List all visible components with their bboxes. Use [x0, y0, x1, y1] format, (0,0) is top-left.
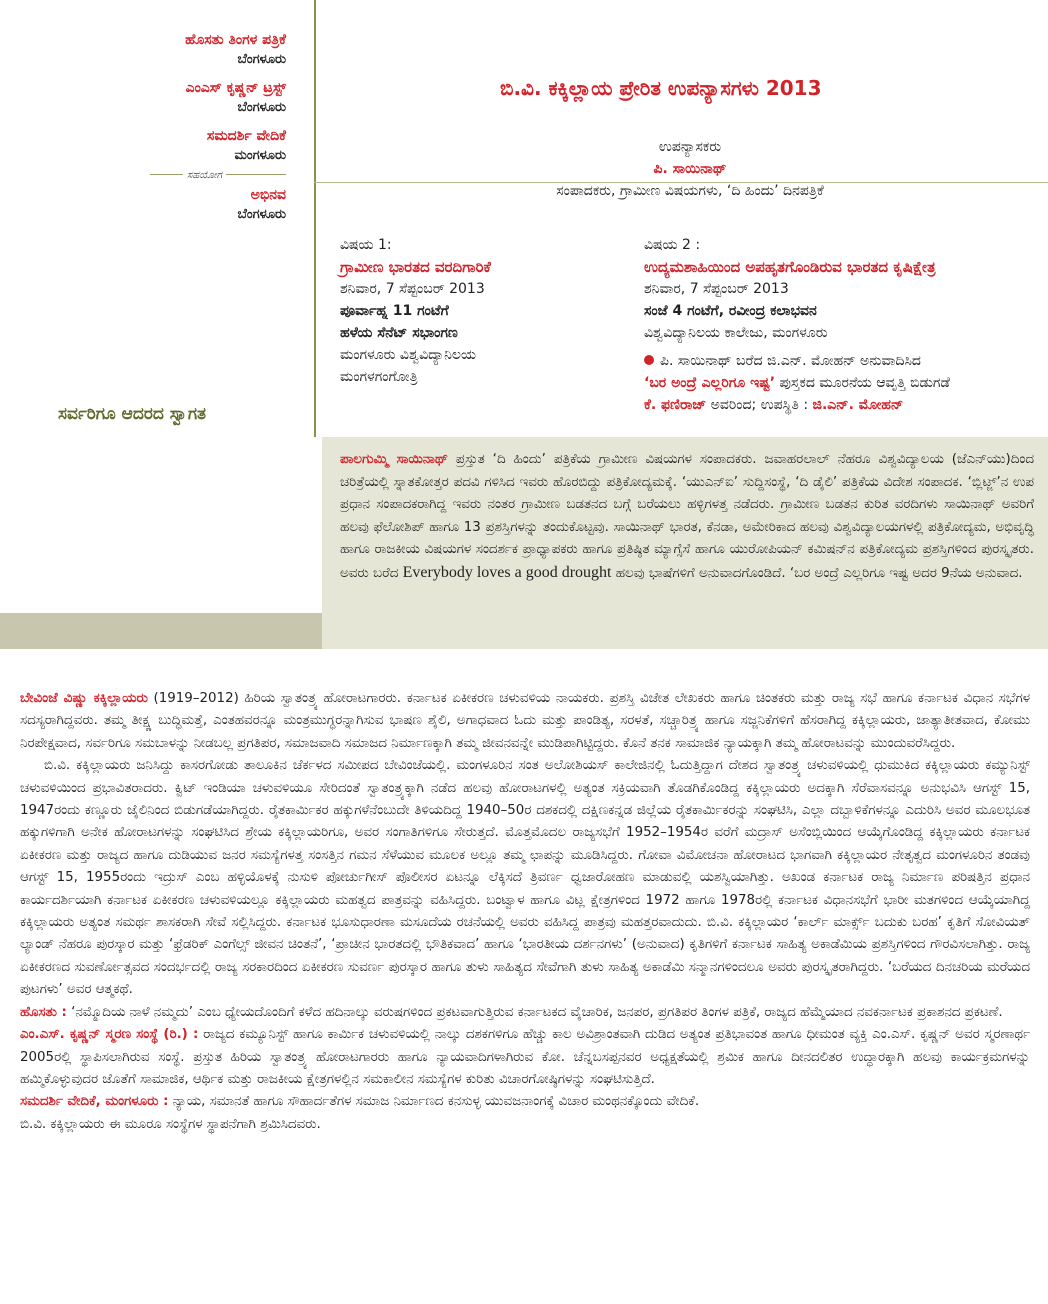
book-release-line [644, 350, 1044, 372]
organizer-samadarshi-vedike [0, 126, 286, 166]
organizer-name: ಹೊಸತು ತಿಂಗಳ ಪತ್ರಿಕೆ [185, 32, 286, 48]
paragraph-text: ರಾಜ್ಯದ ಕಮ್ಯೂನಿಸ್ಟ್ ಹಾಗೂ ಕಾರ್ಮಿಕ ಚಳುವಳಿಯಲ್ಲಿ ನಾಲ್ಕು ದಶಕಗಳಿಗೂ ಹೆಚ್ಚು ಕಾಲ ಅವಿಶ್ರಾಂತವಾಗಿ ದುಡಿದ ಅತ್ಯಂತ ಪ್ರತಿಭಾವಂತ ಹಾಗೂ ಧೀಮಂತ ವ್ಯಕ್ತಿ ಎಂ.ಎಸ್. ಕೃಷ್ಣನ್ ಅವರ ಸ್ಮರಣಾರ್ಥ 2005ರಲ್ಲಿ ಸ್ಥಾಪಿಸಲಾಗಿರುವ ಸಂಸ್ಥೆ. ಪ್ರಸ್ತುತ ಹಿರಿಯ ಸ್ವಾತಂತ್ರ್ಯ ಹೋರಾಟಗಾರರು ಹಾಗೂ ನ್ಯಾಯವಾದಿಗಳಾಗಿರುವ ಕೋ. ಚೆನ್ನಬಸಪ್ಪನವರ ಅಧ್ಯಕ್ಷತೆಯಲ್ಲಿ ಶ್ರಮಿಕ ಹಾಗೂ ದೀನದಲಿತರ ಉದ್ಧಾರಕ್ಕಾಗಿ ಹಲವು ಕಾರ್ಯಕ್ರಮಗಳನ್ನು ಹಮ್ಮಿಕೊಳ್ಳುವುದರ ಜೊತೆಗೆ ಸಾಮಾಜಿಕ, ಆರ್ಥಿಕ ಮತ್ತು ರಾಜಕೀಯ ಕ್ಷೇತ್ರಗಳಲ್ಲಿನ ಸಮಕಾಲೀನ ಸಮಸ್ಯೆಗಳ ಕುರಿತು ವಿಚಾರಗೋಷ್ಠಿಗಳನ್ನು ಸಂಘಟಿಸುತ್ತಿದೆ. [20, 1027, 1031, 1087]
speaker-bio [340, 449, 1034, 585]
paragraph-lead: ಸಮದರ್ಶಿ ವೇದಿಕೆ, ಮಂಗಳೂರು : [20, 1094, 169, 1110]
topic-place: ಮಂಗಳಗಂಗೋತ್ರಿ [340, 369, 418, 385]
paragraph-biography: ಬಿ.ವಿ. ಕಕ್ಕಿಲ್ಲಾಯರು ಜನಿಸಿದ್ದು ಕಾಸರಗೋಡು ತಾಲೂಕಿನ ಚೆರ್ಕಳದ ಸಮೀಪದ ಬೇವಿಂಜೆಯಲ್ಲಿ. ಮಂಗಳೂರಿನ ಸಂತ ಅಲೋಶಿಯಸ್ ಕಾಲೇಜಿನಲ್ಲಿ ಓದುತ್ತಿದ್ದಾಗ ದೇಶದ ಸ್ವಾತಂತ್ರ್ಯ ಚಳುವಳಿಯಲ್ಲಿ ಧುಮುಕಿದ ಕಕ್ಕಿಲ್ಲಾಯರು ಕಮ್ಯುನಿಸ್ಟ್ ಚಳುವಳಿಯಿಂದ ಪ್ರಭಾವಿತರಾದರು. ಕ್ವಿಟ್ ಇಂಡಿಯಾ ಚಳುವಳಿಯೂ ಸೇರಿದಂತೆ ಸ್ವಾತಂತ್ರ್ಯಕ್ಕಾಗಿ ನಡೆದ ಹಲವು ಹೋರಾಟಗಳಲ್ಲಿ ಅತ್ಯಂತ ಸಕ್ರಿಯವಾಗಿ ತೊಡಗಿಕೊಂಡಿದ್ದ ಕಕ್ಕಿಲ್ಲಾಯರು ಅದಕ್ಕಾಗಿ ಸೆರೆವಾಸವನ್ನೂ ಅನುಭವಿಸಿ ಆಗಸ್ಟ್ 15, 1947ರಂದು ಕಣ್ಣೂರು ಜೈಲಿನಿಂದ ಬಿಡುಗಡೆಯಾಗಿದ್ದರು. ರೈತಕಾರ್ಮಿಕರ ಹಕ್ಕುಗಳೆನೆಂಬುದೇ ತಿಳಿಯದಿದ್ದ 1940–50ರ ದಶಕದಲ್ಲಿ ದಕ್ಷಿಣಕನ್ನಡ ಜಿಲ್ಲೆಯ ರೈತಕಾರ್ಮಿಕರನ್ನು ಸಂಘಟಿಸಿ, ಎಲ್ಲಾ ದಬ್ಬಾಳಿಕೆಗಳನ್ನೂ ಎದುರಿಸಿ ಅವರ ಮೂಲಭೂತ ಹಕ್ಕುಗಳಿಗಾಗಿ ಅನೇಕ ಹೋರಾಟಗಳನ್ನು ಸಂಘಟಿಸಿದ ಶ್ರೇಯ ಕಕ್ಕಿಲ್ಲಾಯರಿಗೂ, ಅವರ ಸಂಗಾತಿಗಳಿಗೂ ಸೇರುತ್ತದೆ. ಮೊತ್ತಮೊದಲ ರಾಜ್ಯಸಭೆಗೆ 1952–1954ರ ವರೆಗೆ ಮದ್ರಾಸ್ ಅಸೆಂಬ್ಲಿಯಿಂದ ಆಯ್ಕೆಗೊಂಡಿದ್ದ ಕಕ್ಕಿಲ್ಲಾಯರು ಕರ್ನಾಟಕ ಏಕೀಕರಣ ಮತ್ತು ರಾಜ್ಯದ ಹಾಗೂ ದುಡಿಯುವ ಜನರ ಸಮಸ್ಯೆಗಳತ್ತ ಸಂಸತ್ತಿನ ಗಮನ ಸೆಳೆಯುವ ಮೂಲಕ ಅಲ್ಲೂ ತಮ್ಮ ಛಾಪನ್ನು ಮೂಡಿಸಿದ್ದರು. ಗೋವಾ ವಿಮೋಚನಾ ಹೋರಾಟದ ಭಾಗವಾಗಿ ಕಕ್ಕಿಲ್ಲಾಯರ ನೇತೃತ್ವದ ಮಂಗಳೂರಿನ ತಂಡವು ಆಗಸ್ಟ್ 15, 1955ರಂದು ಇದ್ರುಸ್ ಎಂಬ ಹಳ್ಳಿಯೊಳಕ್ಕೆ ನುಸುಳಿ ಪೋರ್ಚುಗೀಸ್ ಪೊಲೀಸರ ಏಟನ್ನೂ ಲೆಕ್ಕಿಸದೆ ತ್ರಿವರ್ಣ ಧ್ವಜಾರೋಹಣ ಮಾಡುವಲ್ಲಿ ಯಶಸ್ವಿಯಾಗಿತ್ತು. ಅಖಂಡ ಕರ್ನಾಟಕ ರಾಜ್ಯ ನಿರ್ಮಾಣ ಪರಿಷತ್ತಿನ ಪ್ರಧಾನ ಕಾರ್ಯದರ್ಶಿಯಾಗಿ ಕರ್ನಾಟಕ ಏಕೀಕರಣ ಚಳುವಳಿಯಲ್ಲೂ ಕಕ್ಕಿಲ್ಲಾಯರು ಮಹತ್ವದ ಪಾತ್ರವನ್ನು ವಹಿಸಿದ್ದರು. ಬಂಟ್ವಾಳ ಹಾಗೂ ವಿಟ್ಲ ಕ್ಷೇತ್ರಗಳಿಂದ 1972 ಹಾಗೂ 1978ರಲ್ಲಿ ಕರ್ನಾಟಕ ವಿಧಾನಸಭೆಗೆ ಭಾರೀ ಮತಗಳಿಂದ ಆಯ್ಕೆಯಾಗಿದ್ದ ಕಕ್ಕಿಲ್ಲಾಯರು ಅತ್ಯಂತ ಸಮರ್ಥ ಶಾಸಕರಾಗಿ ಸೇವೆ ಸಲ್ಲಿಸಿದ್ದರು. ಕರ್ನಾಟಕ ಭೂಸುಧಾರಣಾ ಮಸೂದೆಯ ರಚನೆಯಲ್ಲಿ ಅವರು ವಹಿಸಿದ್ದ ಪಾತ್ರವು ಮಹತ್ತರವಾದುದು. ಬಿ.ವಿ. ಕಕ್ಕಿಲ್ಲಾಯರ ‘ಕಾರ್ಲ್ ಮಾರ್ಕ್ಸ್ ಬದುಕು ಬರಹ’ ಕೃತಿಗೆ ಸೋವಿಯತ್ ಲ್ಯಾಂಡ್ ನೆಹರೂ ಪುರಸ್ಕಾರ ಮತ್ತು ‘ಫ್ರೆಡರಿಕ್ ಎಂಗೆಲ್ಸ್ ಜೀವನ ಚಿಂತನೆ’, ‘ಪ್ರಾಚೀನ ಭಾರತದಲ್ಲಿ ಭೌತಿಕವಾದ’ ಹಾಗೂ ‘ಭಾರತೀಯ ದರ್ಶನಗಳು’ (ಅನುವಾದ) ಕೃತಿಗಳಿಗೆ ಕರ್ನಾಟಕ ಸಾಹಿತ್ಯ ಅಕಾಡೆಮಿಯ ಪ್ರಶಸ್ತಿಗಳಿಂದ ಗೌರವಿಸಲಾಗಿತ್ತು. ರಾಜ್ಯ ಏಕೀಕರಣದ ಸುವರ್ಣೋತ್ಸವದ ಸಂದರ್ಭದಲ್ಲಿ ರಾಜ್ಯ ಸರಕಾರದಿಂದ ಏಕೀಕರಣ ಸುವರ್ಣ ಪುರಸ್ಕಾರ ಹಾಗೂ ತುಳು ಸಾಹಿತ್ಯದ ಸೇವೆಗಾಗಿ ತುಳು ಸಾಹಿತ್ಯ ಅಕಾಡೆಮಿ ಸನ್ಮಾನಗಳಿಂದಲೂ ಅವರು ಪುರಸ್ಕೃತರಾಗಿದ್ದರು. ‘ಬರೆಯದ ದಿನಚರಿಯ ಮರೆಯದ ಪುಟಗಳು’ ಅವರ ಆತ್ಮಕಥೆ. [20, 758, 1030, 998]
organizer-ms-krishnan-trust [0, 78, 286, 118]
paragraph-text: ನ್ಯಾಯ, ಸಮಾನತೆ ಹಾಗೂ ಸೌಹಾರ್ದತೆಗಳ ಸಮಾಜ ನಿರ್ಮಾಣದ ಕನಸುಳ್ಳ ಯುವಜನಾಂಗಕ್ಕೆ ವಿಚಾರ ಮಂಥನಕ್ಕೊಂದು ವೇದಿಕೆ. [168, 1094, 700, 1110]
topic-title: ಗ್ರಾಮೀಣ ಭಾರತದ ವರದಿಗಾರಿಕೆ [340, 258, 491, 276]
topic-1 [340, 234, 630, 388]
bullet-dot-icon [644, 355, 654, 365]
support-divider [150, 170, 286, 185]
presence-name: ಜಿ.ಎನ್. ಮೋಹನ್ [812, 397, 904, 413]
event-title: ಬಿ.ವಿ. ಕಕ್ಕಿಲ್ಲಾಯ ಪ್ರೇರಿತ ಉಪನ್ಯಾಸಗಳು 2013 [500, 76, 822, 100]
bio-lead-name: ಪಾಲಗುಮ್ಮಿ ಸಾಯಿನಾಥ್ [340, 452, 448, 467]
release-by-text: ಅವರಿಂದ; ಉಪಸ್ಥಿತಿ : [706, 397, 813, 413]
topic-place: ವಿಶ್ವವಿದ್ಯಾನಿಲಯ ಕಾಲೇಜು, ಮಂಗಳೂರು [644, 325, 828, 341]
topic-label: ವಿಷಯ 2 : [644, 237, 701, 253]
book-release-rest: ಪುಸ್ತಕದ ಮೂರನೆಯ ಆವೃತ್ತಿ ಬಿಡುಗಡೆ [775, 375, 950, 391]
paragraph-ms-krishnan [20, 1024, 1030, 1091]
divider-vertical [314, 0, 316, 437]
book-title: ‘ಬರ ಅಂದ್ರೆ ಎಲ್ಲರಿಗೂ ಇಷ್ಟ’ [644, 375, 776, 391]
topic-place: ಮಂಗಳೂರು ವಿಶ್ವವಿದ್ಯಾನಿಲಯ [340, 347, 476, 363]
speaker-desc: ಸಂಪಾದಕರು, ಗ್ರಾಮೀಣ ವಿಷಯಗಳು, ‘ದಿ ಹಿಂದು’ ದಿನಪತ್ರಿಕೆ [556, 183, 824, 199]
organizer-name: ಅಭಿನವ [250, 187, 286, 203]
paragraph-text: (1919–2012) ಹಿರಿಯ ಸ್ವಾತಂತ್ರ್ಯ ಹೋರಾಟಗಾರರು. ಕರ್ನಾಟಕ ಏಕೀಕರಣ ಚಳುವಳಿಯ ನಾಯಕರು. ಪ್ರಶಸ್ತಿ ವಿಜೇತ ಲೇಖಕರು ಹಾಗೂ ಚಿಂತಕರು ಮತ್ತು ರಾಜ್ಯ ಸಭೆ ಹಾಗೂ ಕರ್ನಾಟಕ ವಿಧಾನ ಸಭೆಗಳ ಸದಸ್ಯರಾಗಿದ್ದವರು. ತಮ್ಮ ತೀಕ್ಷ್ಣ ಬುದ್ಧಿಮತ್ತೆ, ಎಂತಹವರನ್ನೂ ಮಂತ್ರಮುಗ್ಧರನ್ನಾಗಿಸುವ ಭಾಷಣ ಶೈಲಿ, ಅಗಾಧವಾದ ಓದು ಮತ್ತು ಪಾಂಡಿತ್ಯ, ಸರಳತೆ, ಸಚ್ಚಾರಿತ್ರ್ಯ ಹಾಗೂ ಸಜ್ಜನಿಕೆಗಳಿಗೆ ಹೆಸರಾಗಿದ್ದ ಕಕ್ಕಿಲ್ಲಾಯರು, ಜಾತ್ಯಾತೀತವಾದ, ಕೋಮು ನಿರಪೇಕ್ಷವಾದ, ಸರ್ವರಿಗೂ ಸಮಬಾಳನ್ನು ನೀಡಬಲ್ಲ ಪ್ರಗತಿಪರ, ಸಮಾಜವಾದಿ ಸಮಾಜದ ನಿರ್ಮಾಣಕ್ಕಾಗಿ ತಮ್ಮ ಜೀವನವನ್ನೇ ಮುಡಿಪಾಗಿಟ್ಟಿದ್ದರು. ಕೊನೆ ತನಕ ಸಾಮಾಜಿಕ ನ್ಯಾಯಕ್ಕಾಗಿ ತಮ್ಮ ಹೋರಾಟವನ್ನು ಮುಂದುವರೆಸಿದ್ದರು. [20, 691, 1030, 751]
topic-venue: ಹಳೆಯ ಸೆನೆಟ್ ಸಭಾಂಗಣ [340, 325, 458, 341]
topic-time-venue: ಸಂಜೆ 4 ಗಂಟೆಗೆ, ರವೀಂದ್ರ ಕಲಾಭವನ [644, 303, 817, 319]
bio-text-1: ಪ್ರಸ್ತುತ ‘ದಿ ಹಿಂದು’ ಪತ್ರಿಕೆಯ ಗ್ರಾಮೀಣ ವಿಷಯಗಳ ಸಂಪಾದಕರು. ಜವಾಹರಲಾಲ್ ನೆಹರೂ ವಿಶ್ವವಿದ್ಯಾಲಯ (ಜೆಎನ್‌ಯು)ದಿಂದ ಚರಿತ್ರೆಯಲ್ಲಿ ಸ್ನಾತಕೋತ್ತರ ಪದವಿ ಗಳಿಸಿದ ಇವರು ಹೊರಬಿದ್ದು ಪತ್ರಿಕೋದ್ಯಮಕ್ಕೆ. ‘ಯುಎನ್‌ಐ’ ಸುದ್ದಿಸಂಸ್ಥೆ, ‘ದಿ ಡೈಲಿ’ ಪತ್ರಿಕೆಯ ವಿದೇಶ ಸಂಪಾದಕ. ‘ಬ್ಲಿಟ್ಜ್’ನ ಉಪ ಪ್ರಧಾನ ಸಂಪಾದಕರಾಗಿದ್ದ ಇವರು ನಂತರ ಗ್ರಾಮೀಣ ಬಡತನದ ಬಗ್ಗೆ ಬರೆಯಲು ಹಳ್ಳಿಗಳತ್ತ ನಡೆದರು. ಗ್ರಾಮೀಣ ಬಡತನ ಕುರಿತ ವರದಿಗಳು ಸಾಯಿನಾಥ್ ಅವರಿಗೆ ಹಲವು ಫೆಲೋಶಿಪ್ ಹಾಗೂ 13 ಪ್ರಶಸ್ತಿಗಳನ್ನು ತಂದುಕೊಟ್ಟವು. ಸಾಯಿನಾಥ್ ಭಾರತ, ಕೆನಡಾ, ಅಮೇರಿಕಾದ ಹಲವು ವಿಶ್ವವಿದ್ಯಾಲಯಗಳಲ್ಲಿ ಪತ್ರಿಕೋದ್ಯಮ, ಅಭಿವೃದ್ಧಿ ಹಾಗೂ ರಾಜಕೀಯ ವಿಷಯಗಳ ಸಂದರ್ಶಕ ಪ್ರಾಧ್ಯಾಪಕರು ಹಾಗೂ ಪ್ರತಿಷ್ಠಿತ ಮ್ಯಾಗ್ಸೆಸೆ ಹಾಗೂ ಯುರೋಪಿಯನ್ ಕಮಿಷನ್‌ನ ಪತ್ರಿಕೋದ್ಯಮ ಪ್ರಶಸ್ತಿಗಳಿಂದ ಪುರಸ್ಕೃತರು. ಅವರು ಬರೆದ [340, 452, 1034, 581]
organizer-name: ಎಂಎಸ್ ಕೃಷ್ಣನ್ ಟ್ರಸ್ಟ್ [185, 80, 286, 96]
organizer-abhinava [0, 185, 286, 225]
bio-text-2: ಹಲವು ಭಾಷೆಗಳಿಗೆ ಅನುವಾದಗೊಂಡಿದೆ. ‘ಬರ ಅಂದ್ರೆ ಎಲ್ಲರಿಗೂ ಇಷ್ಟ ಅದರ 9ನೆಯ ಅನುವಾದ. [611, 565, 1023, 581]
support-label: ಸಹಯೋಗ [183, 166, 226, 186]
organizer-city: ಬೆಂಗಳೂರು [237, 52, 286, 67]
topic-label: ವಿಷಯ 1: [340, 237, 392, 253]
speaker-label: ಉಪನ್ಯಾಸಕರು [658, 139, 722, 155]
organizers-list [0, 30, 286, 233]
topic-title: ಉದ್ಯಮಶಾಹಿಯಿಂದ ಅಪಹೃತಗೊಂಡಿರುವ ಭಾರತದ ಕೃಷಿಕ್ಷೇತ್ರ [644, 258, 936, 276]
paragraph-intro [20, 688, 1030, 755]
book-title-line [644, 372, 1044, 394]
organizer-name: ಸಮದರ್ಶಿ ವೇದಿಕೆ [206, 128, 286, 144]
paragraph-text: ‘ನಮ್ಮೊದಿಯ ನಾಳೆ ನಮ್ಮದು’ ಎಂಬ ಧ್ಯೇಯದೊಂದಿಗೆ ಕಳೆದ ಹದಿನಾಲ್ಕು ವರುಷಗಳಿಂದ ಪ್ರಕಟವಾಗುತ್ತಿರುವ ಕರ್ನಾಟಕದ ವೈಚಾರಿಕ, ಜನಪರ, ಪ್ರಗತಿಪರ ತಿಂಗಳ ಪತ್ರಿಕೆ, ರಾಜ್ಯದ ಹೆಮ್ಮೆಯಾದ ನವಕರ್ನಾಟಕ ಪ್ರಕಾಶನದ ಪ್ರಕಟಣೆ. [66, 1004, 1003, 1020]
organizer-hosatu [0, 30, 286, 70]
welcome-text: ಸರ್ವರಿಗೂ ಆದರದ ಸ್ವಾಗತ [58, 404, 207, 424]
paragraph-hosatu [20, 1002, 1030, 1024]
topic-date: ಶನಿವಾರ, 7 ಸೆಪ್ಟಂಬರ್ 2013 [340, 281, 485, 297]
paragraph-lead: ಹೊಸತು : [20, 1004, 67, 1020]
paragraph-closing: ಬಿ.ವಿ. ಕಕ್ಕಿಲ್ಲಾಯರು ಈ ಮೂರೂ ಸಂಸ್ಥೆಗಳ ಸ್ಥಾಪನೆಗಾಗಿ ಶ್ರಮಿಸಿದವರು. [20, 1116, 321, 1132]
book-release-text: ಪಿ. ಸಾಯಿನಾಥ್ ಬರೆದ ಜಿ.ಎನ್. ಮೋಹನ್ ಅನುವಾದಿಸಿದ [660, 353, 921, 369]
speaker-name: ಪಿ. ಸಾಯಿನಾಥ್ [653, 161, 727, 177]
speaker-block [340, 136, 1040, 202]
paragraph-lead: ಎಂ.ಎಸ್. ಕೃಷ್ಣನ್ ಸ್ಮರಣ ಸಂಸ್ಥೆ (ರಿ.) : [20, 1027, 199, 1043]
release-by-line [644, 394, 1044, 416]
bio-book-title-english: Everybody loves a good drought [402, 563, 612, 581]
paragraph-lead: ಬೇವಿಂಜೆ ವಿಷ್ಣು ಕಕ್ಕಿಲ್ಲಾಯರು [20, 691, 148, 706]
release-by-name: ಕೆ. ಫಣಿರಾಜ್ [644, 397, 707, 413]
main-article [20, 688, 1030, 1136]
topic-date: ಶನಿವಾರ, 7 ಸೆಪ್ಟಂಬರ್ 2013 [644, 281, 789, 297]
topic-2 [644, 234, 1044, 416]
topic-time: ಪೂರ್ವಾಹ್ನ 11 ಗಂಟೆಗೆ [340, 303, 449, 319]
organizer-city: ಬೆಂಗಳೂರು [237, 207, 286, 222]
paragraph-samadarshi [20, 1091, 1030, 1113]
organizer-city: ಮಂಗಳೂರು [234, 148, 286, 163]
organizer-city: ಬೆಂಗಳೂರು [237, 100, 286, 115]
